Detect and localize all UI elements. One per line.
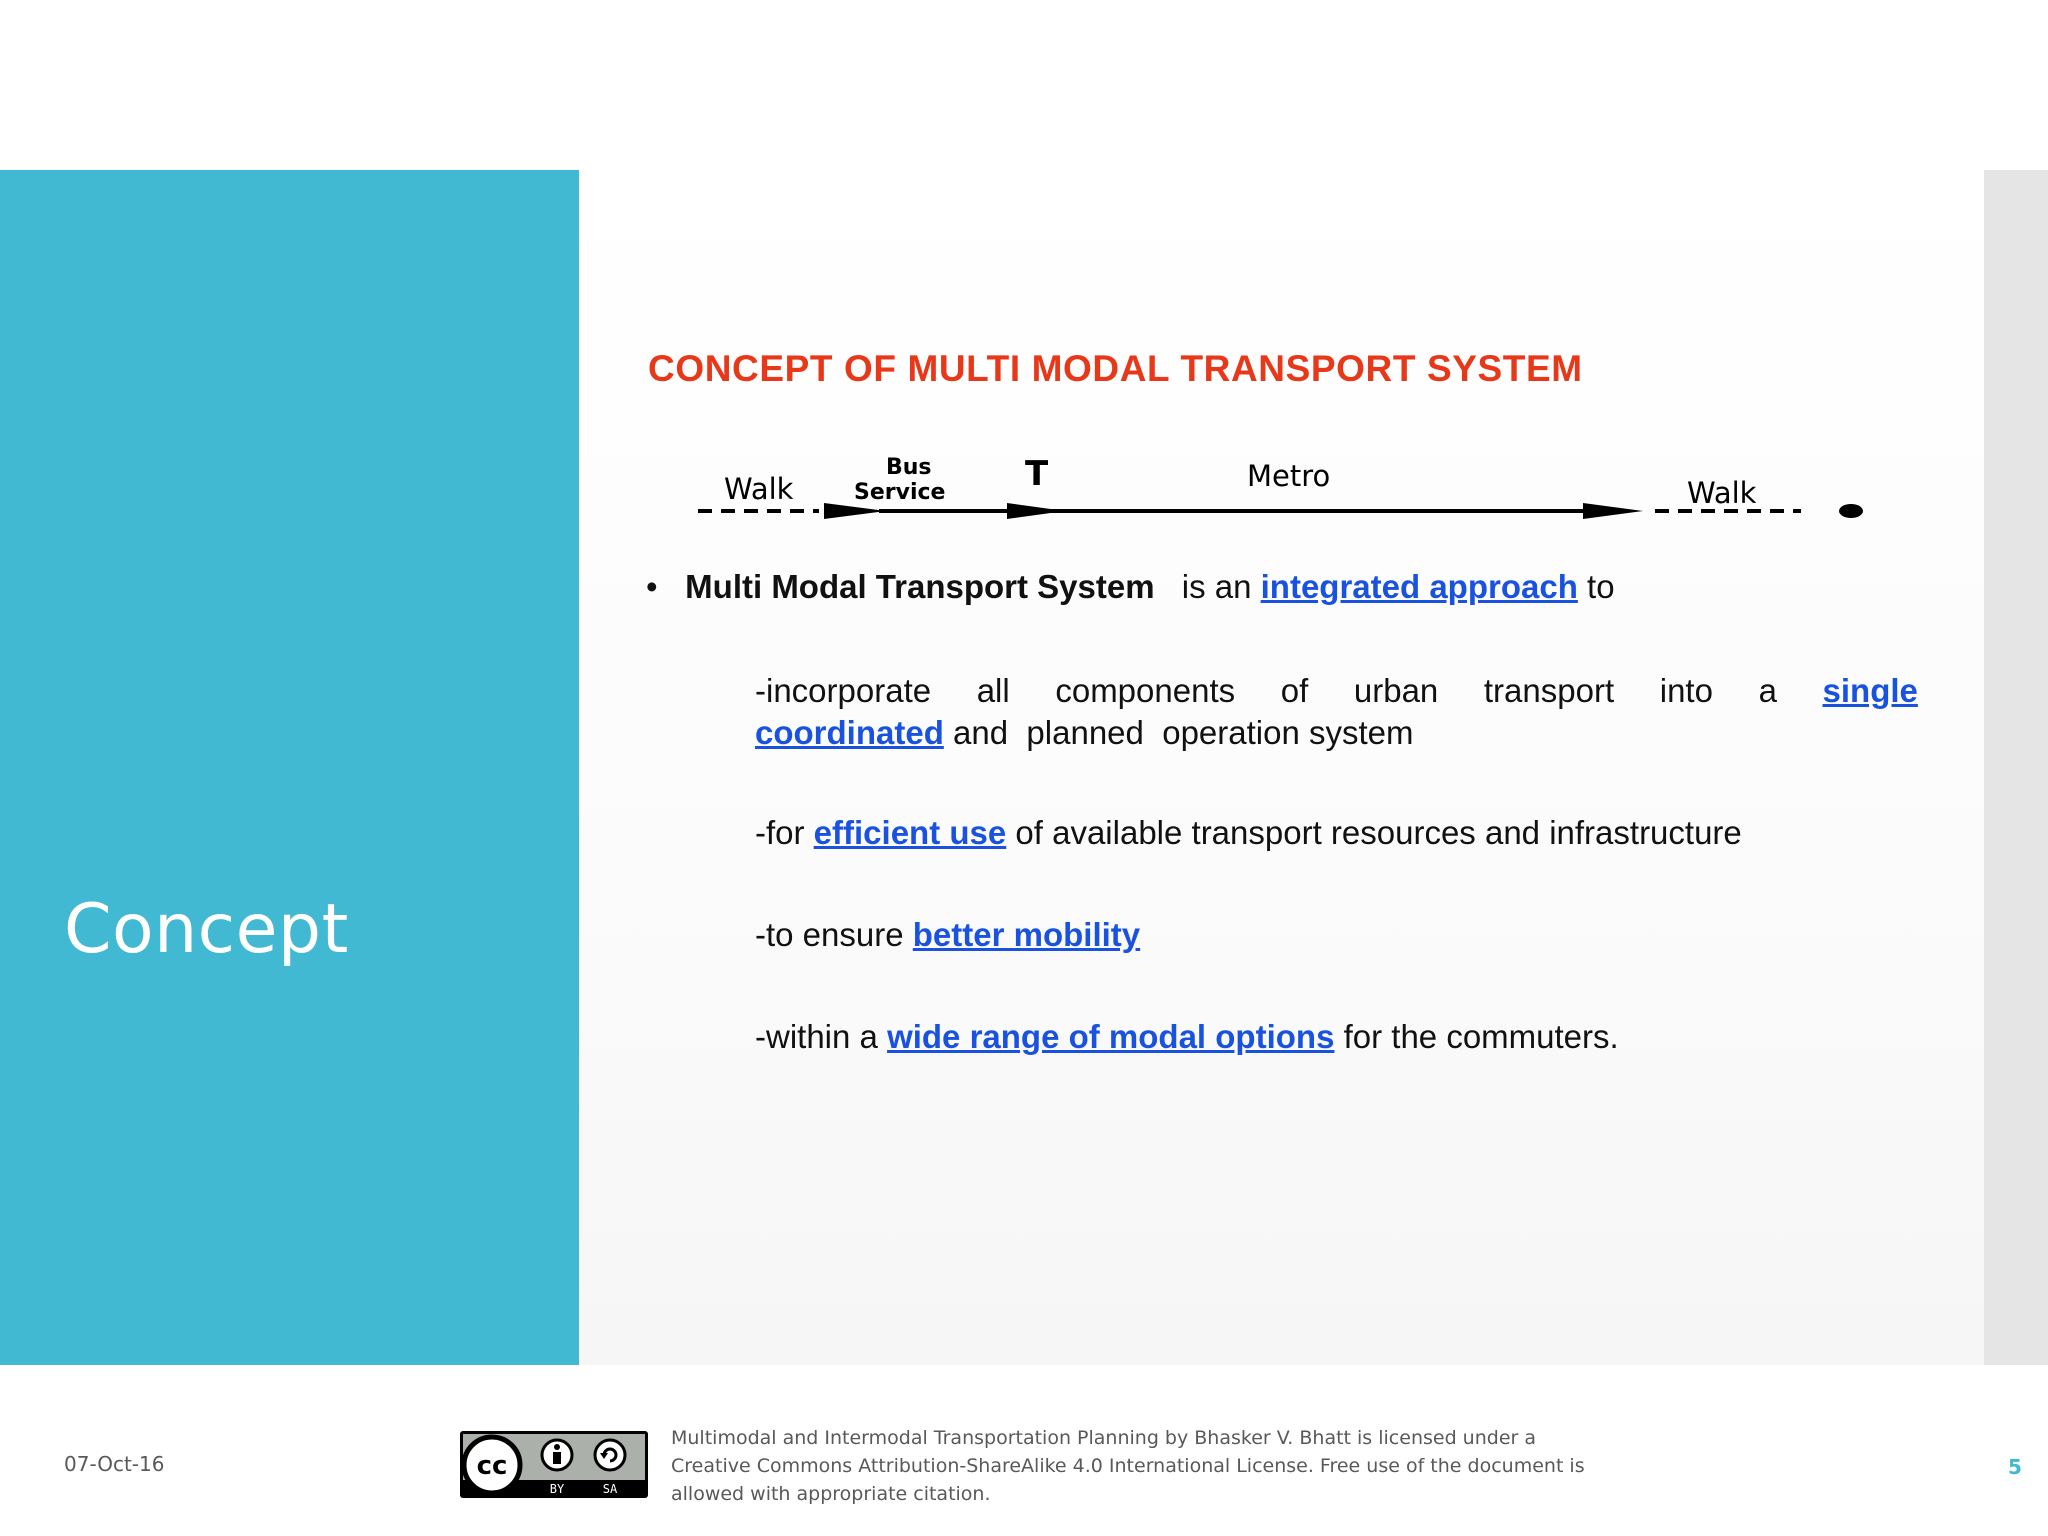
page-number: 5 bbox=[2008, 1455, 2022, 1479]
license-line: Creative Commons Attribution-ShareAlike 4.0 International License. Free use of the document is bbox=[671, 1455, 1585, 1477]
single-link[interactable]: single bbox=[1822, 672, 1918, 709]
word: a bbox=[1758, 672, 1777, 709]
sub-point-incorporate bbox=[755, 670, 1918, 754]
word: urban bbox=[1353, 672, 1439, 709]
sub-point-efficient bbox=[755, 814, 1742, 852]
cc-text: cc bbox=[476, 1451, 508, 1481]
content-image bbox=[579, 170, 1984, 1365]
better-mobility-link[interactable]: better mobility bbox=[912, 916, 1141, 953]
sub-point-incorporate-row1 bbox=[755, 670, 1918, 712]
sub4-prefix: -within a bbox=[755, 1018, 878, 1055]
integrated-approach-link[interactable]: integrated approach bbox=[1260, 568, 1578, 605]
arrow-head-walk bbox=[824, 503, 886, 519]
metro-label: Metro bbox=[1247, 459, 1331, 493]
modal-options-link[interactable]: wide range of modal options bbox=[887, 1018, 1335, 1055]
word: all bbox=[976, 672, 1010, 709]
walk-end-label: Walk bbox=[1687, 476, 1757, 510]
bus-label-line2: Service bbox=[854, 480, 946, 505]
arrow-head-metro bbox=[1583, 503, 1643, 519]
sub2-prefix: -for bbox=[755, 814, 805, 851]
right-strip bbox=[1984, 170, 2048, 1365]
word: transport bbox=[1483, 672, 1615, 709]
sub-point-modal-options bbox=[755, 1018, 1619, 1056]
sa-text: SA bbox=[602, 1482, 618, 1496]
bullet-text-end: to bbox=[1587, 568, 1615, 605]
word: components bbox=[1055, 672, 1236, 709]
bullet-line bbox=[646, 568, 1615, 606]
walk-start-label: Walk bbox=[724, 472, 794, 506]
license-text bbox=[671, 1424, 1621, 1508]
word: into bbox=[1659, 672, 1713, 709]
bullet-dot: • bbox=[646, 568, 658, 605]
sub-point-incorporate-row2 bbox=[755, 712, 1918, 754]
sub3-prefix: -to ensure bbox=[755, 916, 904, 953]
word: -incorporate bbox=[755, 672, 932, 709]
sa-icon bbox=[595, 1440, 625, 1470]
arrow-head-bus bbox=[1007, 503, 1065, 519]
title-panel bbox=[0, 170, 579, 1365]
by-text: BY bbox=[549, 1482, 565, 1496]
sub4-suffix: for the commuters. bbox=[1343, 1018, 1619, 1055]
sub-point-mobility bbox=[755, 916, 1140, 954]
transfer-t-symbol: T bbox=[1025, 454, 1049, 494]
bullet-bold-text: Multi Modal Transport System bbox=[685, 568, 1155, 605]
bullet-text-mid: is an bbox=[1181, 568, 1252, 605]
cc-by-sa-badge[interactable] bbox=[460, 1431, 648, 1498]
word: of bbox=[1280, 672, 1309, 709]
license-line: Multimodal and Intermodal Transportation Planning by Bhasker V. Bhatt is licensed under a bbox=[671, 1427, 1537, 1449]
slide-title: Concept bbox=[64, 890, 349, 969]
footer-date: 07-Oct-16 bbox=[64, 1452, 165, 1476]
coordinated-link[interactable]: coordinated bbox=[755, 714, 944, 751]
license-line: allowed with appropriate citation. bbox=[671, 1483, 991, 1505]
destination-dot bbox=[1839, 504, 1863, 518]
bus-label-line1: Bus bbox=[886, 455, 932, 480]
sub1-text-end: and planned operation system bbox=[953, 714, 1414, 751]
efficient-use-link[interactable]: efficient use bbox=[813, 814, 1007, 851]
sub2-suffix: of available transport resources and infrastructure bbox=[1015, 814, 1742, 851]
concept-heading: CONCEPT OF MULTI MODAL TRANSPORT SYSTEM bbox=[648, 348, 1583, 389]
transport-chain-diagram bbox=[579, 170, 1984, 570]
